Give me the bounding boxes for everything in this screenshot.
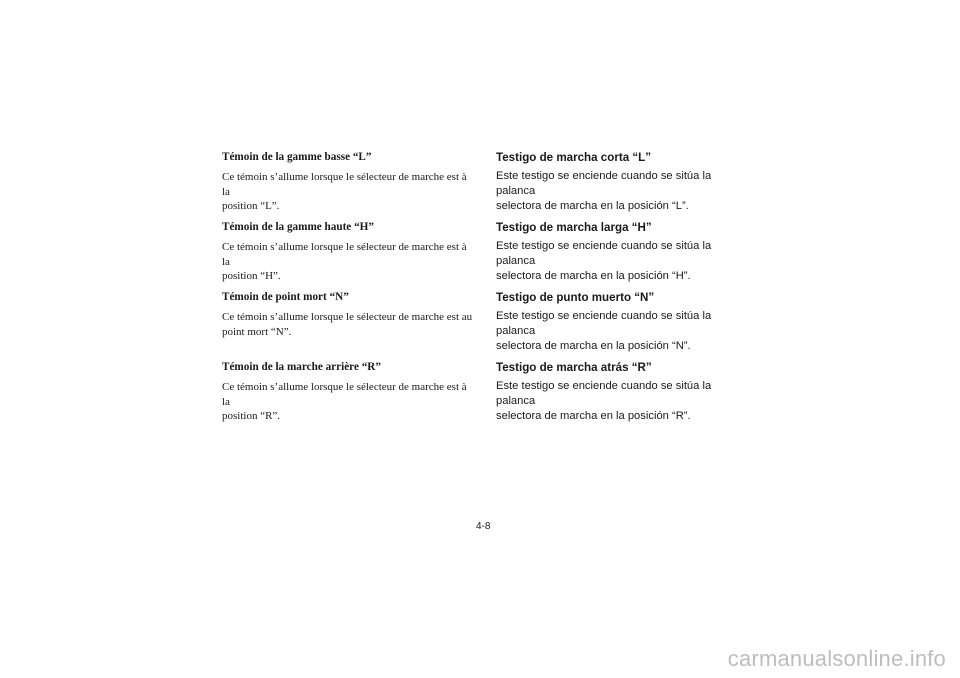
section-heading: Témoin de point mort “N”: [222, 291, 349, 303]
body-line: Este testigo se enciende cuando se sitúa la palanca: [496, 240, 712, 267]
watermark-text: carmanualsonline.info: [727, 646, 946, 671]
body-line: Ce témoin s’allume lorsque le sélecteur de marche est à la: [222, 171, 467, 198]
body-line: position “L”.: [222, 200, 280, 212]
page-number: 4-8: [476, 521, 491, 532]
body-line: selectora de marcha en la posición “N”.: [496, 340, 691, 352]
section-neutral-fr: [222, 290, 474, 360]
section-heading: Témoin de la gamme haute “H”: [222, 221, 374, 233]
body-line: Este testigo se enciende cuando se sitúa la palanca: [496, 170, 712, 197]
body-line: point mort “N”.: [222, 325, 292, 338]
section-low-range-fr: [222, 150, 474, 220]
body-line: Ce témoin s’allume lorsque le sélecteur de marche est au: [222, 311, 473, 323]
section-body: [496, 379, 752, 424]
section-body: [496, 309, 752, 354]
section-heading: Testigo de punto muerto “N”: [496, 291, 655, 304]
section-heading: Testigo de marcha atrás “R”: [496, 361, 652, 374]
body-line: position “H”.: [222, 270, 281, 282]
section-body: [222, 170, 474, 214]
body-line: selectora de marcha en la posición “R”.: [496, 410, 691, 422]
section-body: [496, 239, 752, 284]
body-line: position “R”.: [222, 410, 281, 422]
section-neutral-es: [496, 290, 752, 360]
section-body: [496, 169, 752, 214]
section-high-range-es: [496, 220, 752, 290]
section-body: [222, 380, 474, 424]
section-low-range-es: [496, 150, 752, 220]
body-line: selectora de marcha en la posición “H”.: [496, 270, 691, 282]
spanish-column: [496, 150, 752, 430]
section-reverse-es: [496, 360, 752, 430]
section-heading: Témoin de la marche arrière “R”: [222, 361, 381, 373]
french-column: [222, 150, 474, 430]
section-body: [222, 310, 474, 339]
body-line: selectora de marcha en la posición “L”.: [496, 200, 689, 212]
section-heading: Testigo de marcha larga “H”: [496, 221, 652, 234]
section-heading: Témoin de la gamme basse “L”: [222, 151, 372, 163]
section-high-range-fr: [222, 220, 474, 290]
body-line: Ce témoin s’allume lorsque le sélecteur de marche est à la: [222, 381, 467, 408]
section-body: [222, 240, 474, 284]
body-line: Este testigo se enciende cuando se sitúa la palanca: [496, 310, 712, 337]
body-line: Este testigo se enciende cuando se sitúa la palanca: [496, 380, 712, 407]
section-heading: Testigo de marcha corta “L”: [496, 151, 652, 164]
section-reverse-fr: [222, 360, 474, 430]
body-line: Ce témoin s’allume lorsque le sélecteur de marche est à la: [222, 241, 467, 268]
